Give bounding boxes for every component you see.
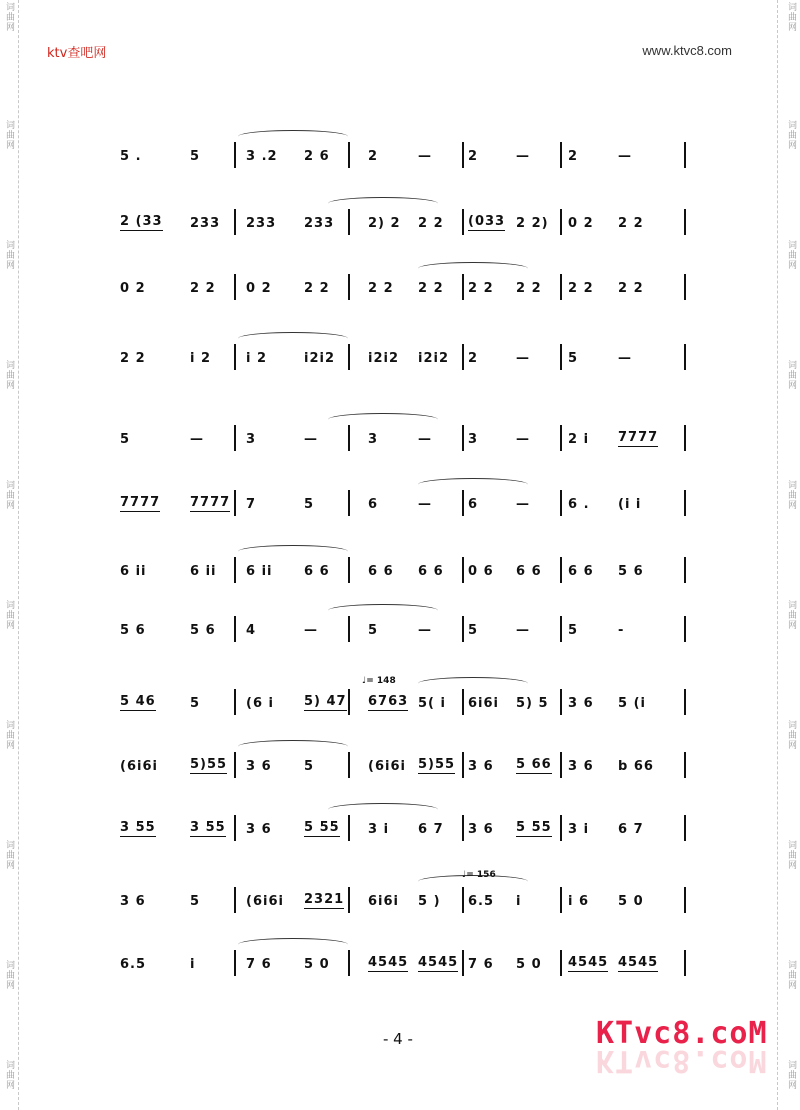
bar-line — [234, 344, 236, 370]
note-group: 2 2 — [304, 281, 330, 296]
note-group: 2 2 — [516, 281, 542, 296]
note-group: i — [190, 957, 196, 972]
bar-line — [348, 344, 350, 370]
score-row — [118, 604, 688, 644]
slur-mark — [238, 740, 348, 753]
note-group: 6i6i — [368, 894, 400, 909]
bar-line — [234, 887, 236, 913]
bar-line — [560, 557, 562, 583]
slur-mark — [328, 803, 438, 816]
note-group: — — [418, 149, 432, 164]
note-group: 5 — [568, 623, 579, 638]
note-group: 5 . — [120, 149, 142, 164]
side-watermark: 词曲网 — [4, 840, 14, 870]
note-group: 6 ii — [246, 564, 273, 579]
note-group: 0 2 — [568, 216, 594, 231]
note-group: 5 0 — [618, 894, 644, 909]
note-group: — — [516, 432, 530, 447]
bar-line — [560, 689, 562, 715]
bar-line — [348, 274, 350, 300]
note-group: 0 2 — [246, 281, 272, 296]
note-group: 5 — [190, 696, 201, 711]
side-watermark: 词曲网 — [4, 360, 14, 390]
slur-mark — [418, 478, 528, 491]
bar-line — [348, 950, 350, 976]
note-group: 5)55 — [418, 757, 456, 772]
note-group: — — [304, 432, 318, 447]
side-watermark: 词曲网 — [786, 480, 796, 510]
bar-line — [234, 425, 236, 451]
score-row — [118, 413, 688, 453]
note-group: 6763 — [368, 694, 409, 709]
note-group: i 2 — [246, 351, 268, 366]
note-group: - — [618, 623, 625, 638]
note-group: 4545 — [568, 955, 609, 970]
note-group: 7 — [246, 497, 257, 512]
note-group: 4545 — [618, 955, 659, 970]
side-watermark: 词曲网 — [786, 840, 796, 870]
note-group: b 66 — [618, 759, 654, 774]
bar-line — [348, 815, 350, 841]
note-group: — — [516, 351, 530, 366]
bar-line — [560, 950, 562, 976]
bar-line — [462, 752, 464, 778]
note-group: 3 — [468, 432, 479, 447]
note-group: 5 — [304, 759, 315, 774]
bar-line — [348, 616, 350, 642]
bar-line — [684, 887, 686, 913]
bar-line — [684, 752, 686, 778]
note-group: 3 6 — [568, 759, 594, 774]
bar-line — [684, 490, 686, 516]
note-group: 5) 47 — [304, 694, 347, 709]
bar-line — [684, 425, 686, 451]
side-watermark: 词曲网 — [4, 120, 14, 150]
score-row — [118, 803, 688, 843]
note-group: 5 — [568, 351, 579, 366]
bar-line — [684, 689, 686, 715]
note-group: 6 — [468, 497, 479, 512]
note-group: 2321 — [304, 892, 345, 907]
bar-line — [684, 950, 686, 976]
score-row — [118, 478, 688, 518]
note-group: i 6 — [568, 894, 590, 909]
note-group: 2 2 — [618, 216, 644, 231]
bar-line — [462, 616, 464, 642]
bar-line — [462, 887, 464, 913]
note-group: 5 — [468, 623, 479, 638]
note-group: 6 6 — [368, 564, 394, 579]
bar-line — [348, 557, 350, 583]
bar-line — [234, 950, 236, 976]
note-group: — — [618, 351, 632, 366]
bar-line — [234, 209, 236, 235]
note-group: i 2 — [190, 351, 212, 366]
note-group: (033 — [468, 214, 506, 229]
slur-mark — [238, 130, 348, 143]
score-row — [118, 197, 688, 237]
slur-mark — [418, 262, 528, 275]
bar-line — [560, 142, 562, 168]
bar-line — [560, 490, 562, 516]
note-group: 2) 2 — [368, 216, 401, 231]
bar-line — [560, 209, 562, 235]
bar-line — [684, 209, 686, 235]
note-group: 2 2 — [368, 281, 394, 296]
note-group: 7777 — [190, 495, 231, 510]
note-group: 2 2 — [120, 351, 146, 366]
note-group: — — [418, 497, 432, 512]
note-group: 233 — [246, 216, 277, 231]
bar-line — [462, 815, 464, 841]
note-group: 5 0 — [516, 957, 542, 972]
side-watermark: 词曲网 — [786, 600, 796, 630]
bar-line — [234, 815, 236, 841]
bar-line — [234, 274, 236, 300]
note-group: (6 i — [246, 696, 274, 711]
note-group: 0 6 — [468, 564, 494, 579]
note-group: 6 6 — [516, 564, 542, 579]
note-group: 5)55 — [190, 757, 228, 772]
bar-line — [560, 274, 562, 300]
bar-line — [684, 344, 686, 370]
note-group: 5 6 — [190, 623, 216, 638]
note-group: 5 — [120, 432, 131, 447]
side-watermark: 词曲网 — [4, 2, 14, 32]
bar-line — [560, 815, 562, 841]
note-group: 6 — [368, 497, 379, 512]
note-group: 2 2 — [190, 281, 216, 296]
right-watermark-strip — [777, 0, 800, 1110]
note-group: 3 6 — [568, 696, 594, 711]
note-group: 6 ii — [190, 564, 217, 579]
note-group: 3 6 — [246, 759, 272, 774]
note-group: 3 6 — [468, 759, 494, 774]
logo-reflection: KTvc8.coM — [596, 1043, 768, 1078]
bar-line — [234, 616, 236, 642]
note-group: i — [516, 894, 522, 909]
note-group: 5 0 — [304, 957, 330, 972]
note-group: — — [516, 497, 530, 512]
side-watermark: 词曲网 — [4, 600, 14, 630]
note-group: 3 6 — [468, 822, 494, 837]
note-group: 4 — [246, 623, 257, 638]
score-row — [118, 545, 688, 585]
bar-line — [462, 425, 464, 451]
note-group: 2 — [468, 351, 479, 366]
note-group: — — [190, 432, 204, 447]
bar-line — [234, 557, 236, 583]
score-row — [118, 332, 688, 372]
note-group: 3 55 — [120, 820, 156, 835]
header-site-link-left[interactable]: ktv查吧网 — [47, 46, 107, 61]
side-watermark: 词曲网 — [786, 120, 796, 150]
note-group: 3 6 — [120, 894, 146, 909]
side-watermark: 词曲网 — [786, 360, 796, 390]
bar-line — [462, 689, 464, 715]
note-group: i2i2 — [418, 351, 450, 366]
bar-line — [560, 752, 562, 778]
page-number: - 4 - — [383, 1030, 413, 1048]
slur-mark — [328, 413, 438, 426]
note-group: 2 2 — [468, 281, 494, 296]
side-watermark: 词曲网 — [786, 720, 796, 750]
slur-mark — [418, 677, 528, 690]
note-group: — — [304, 623, 318, 638]
bar-line — [348, 142, 350, 168]
note-group: 6 6 — [418, 564, 444, 579]
note-group: 3 .2 — [246, 149, 278, 164]
note-group: 233 — [304, 216, 335, 231]
note-group: (6i6i — [120, 759, 158, 774]
note-group: 5( i — [418, 696, 446, 711]
note-group: 5 — [190, 894, 201, 909]
side-watermark: 词曲网 — [4, 1060, 14, 1090]
note-group: 6i6i — [468, 696, 500, 711]
bar-line — [234, 689, 236, 715]
note-group: 3 i — [568, 822, 590, 837]
bar-line — [462, 142, 464, 168]
bar-line — [684, 274, 686, 300]
note-group: 3 6 — [246, 822, 272, 837]
slur-mark — [238, 332, 348, 345]
bar-line — [462, 490, 464, 516]
bar-line — [684, 815, 686, 841]
bar-line — [462, 557, 464, 583]
side-watermark: 词曲网 — [4, 960, 14, 990]
side-watermark: 词曲网 — [786, 240, 796, 270]
note-group: 2 i — [568, 432, 590, 447]
bar-line — [234, 752, 236, 778]
side-watermark: 词曲网 — [4, 240, 14, 270]
score-row — [118, 938, 688, 978]
note-group: — — [516, 623, 530, 638]
side-watermark: 词曲网 — [786, 960, 796, 990]
bar-line — [462, 344, 464, 370]
note-group: 2 — [468, 149, 479, 164]
note-group: 6 7 — [618, 822, 644, 837]
bar-line — [348, 490, 350, 516]
note-group: 3 — [368, 432, 379, 447]
note-group: 5 46 — [120, 694, 156, 709]
note-group: 5 — [368, 623, 379, 638]
side-watermark: 词曲网 — [786, 1060, 796, 1090]
note-group: 7 6 — [468, 957, 494, 972]
note-group: 4545 — [418, 955, 459, 970]
slur-mark — [328, 604, 438, 617]
note-group: 6.5 — [468, 894, 495, 909]
bar-line — [560, 425, 562, 451]
note-group: 6 ii — [120, 564, 147, 579]
note-group: i2i2 — [368, 351, 400, 366]
bar-line — [348, 689, 350, 715]
note-group: 3 55 — [190, 820, 226, 835]
score-row — [118, 130, 688, 170]
note-group: 5 — [190, 149, 201, 164]
note-group: 6 6 — [568, 564, 594, 579]
bar-line — [348, 887, 350, 913]
note-group: 2 — [568, 149, 579, 164]
note-group: 2 6 — [304, 149, 330, 164]
bar-line — [234, 142, 236, 168]
note-group: 3 i — [368, 822, 390, 837]
note-group: 2 2 — [568, 281, 594, 296]
note-group: 6 . — [568, 497, 590, 512]
note-group: 233 — [190, 216, 221, 231]
note-group: (6i6i — [368, 759, 406, 774]
score-row — [118, 740, 688, 780]
side-watermark: 词曲网 — [786, 2, 796, 32]
note-group: (6i6i — [246, 894, 284, 909]
bar-line — [348, 425, 350, 451]
note-group: 6 6 — [304, 564, 330, 579]
note-group: 5 ) — [418, 894, 441, 909]
slur-mark — [238, 938, 348, 951]
bar-line — [684, 142, 686, 168]
note-group: 5 — [304, 497, 315, 512]
note-group: 2 2 — [418, 281, 444, 296]
bar-line — [684, 616, 686, 642]
note-group: 0 2 — [120, 281, 146, 296]
header-site-link-right[interactable]: www.ktvc8.com — [642, 43, 732, 58]
note-group: 7777 — [618, 430, 659, 445]
side-watermark: 词曲网 — [4, 720, 14, 750]
bar-line — [560, 887, 562, 913]
bar-line — [462, 950, 464, 976]
note-group: 2 2 — [418, 216, 444, 231]
note-group: — — [516, 149, 530, 164]
note-group: 5 55 — [516, 820, 552, 835]
note-group: 5 6 — [120, 623, 146, 638]
note-group: — — [418, 432, 432, 447]
note-group: 6 7 — [418, 822, 444, 837]
note-group: — — [418, 623, 432, 638]
bar-line — [234, 490, 236, 516]
left-watermark-strip — [0, 0, 19, 1110]
tempo-mark-1: ♩= 148 — [362, 676, 396, 686]
bar-line — [348, 209, 350, 235]
note-group: 2 (33 — [120, 214, 163, 229]
score-row — [118, 677, 688, 717]
ktvc8-logo[interactable] — [596, 1016, 768, 1096]
note-group: 2 — [368, 149, 379, 164]
note-group: 5) 5 — [516, 696, 549, 711]
bar-line — [560, 344, 562, 370]
note-group: 7 6 — [246, 957, 272, 972]
score-row — [118, 262, 688, 302]
note-group: 4545 — [368, 955, 409, 970]
logo-text: KTvc8.coM — [596, 1016, 768, 1051]
note-group: 7777 — [120, 495, 161, 510]
note-group: — — [618, 149, 632, 164]
note-group: i2i2 — [304, 351, 336, 366]
side-watermark: 词曲网 — [4, 480, 14, 510]
note-group: 5 66 — [516, 757, 552, 772]
score-row — [118, 875, 688, 915]
bar-line — [462, 209, 464, 235]
bar-line — [560, 616, 562, 642]
note-group: 2 2 — [618, 281, 644, 296]
note-group: 2 2) — [516, 216, 549, 231]
bar-line — [348, 752, 350, 778]
bar-line — [462, 274, 464, 300]
note-group: (i i — [618, 497, 642, 512]
note-group: 5 6 — [618, 564, 644, 579]
note-group: 5 55 — [304, 820, 340, 835]
tempo-mark-2: ♩= 156 — [462, 870, 496, 880]
note-group: 3 — [246, 432, 257, 447]
slur-mark — [238, 545, 348, 558]
slur-mark — [328, 197, 438, 210]
note-group: 5 (i — [618, 696, 646, 711]
bar-line — [684, 557, 686, 583]
note-group: 6.5 — [120, 957, 147, 972]
